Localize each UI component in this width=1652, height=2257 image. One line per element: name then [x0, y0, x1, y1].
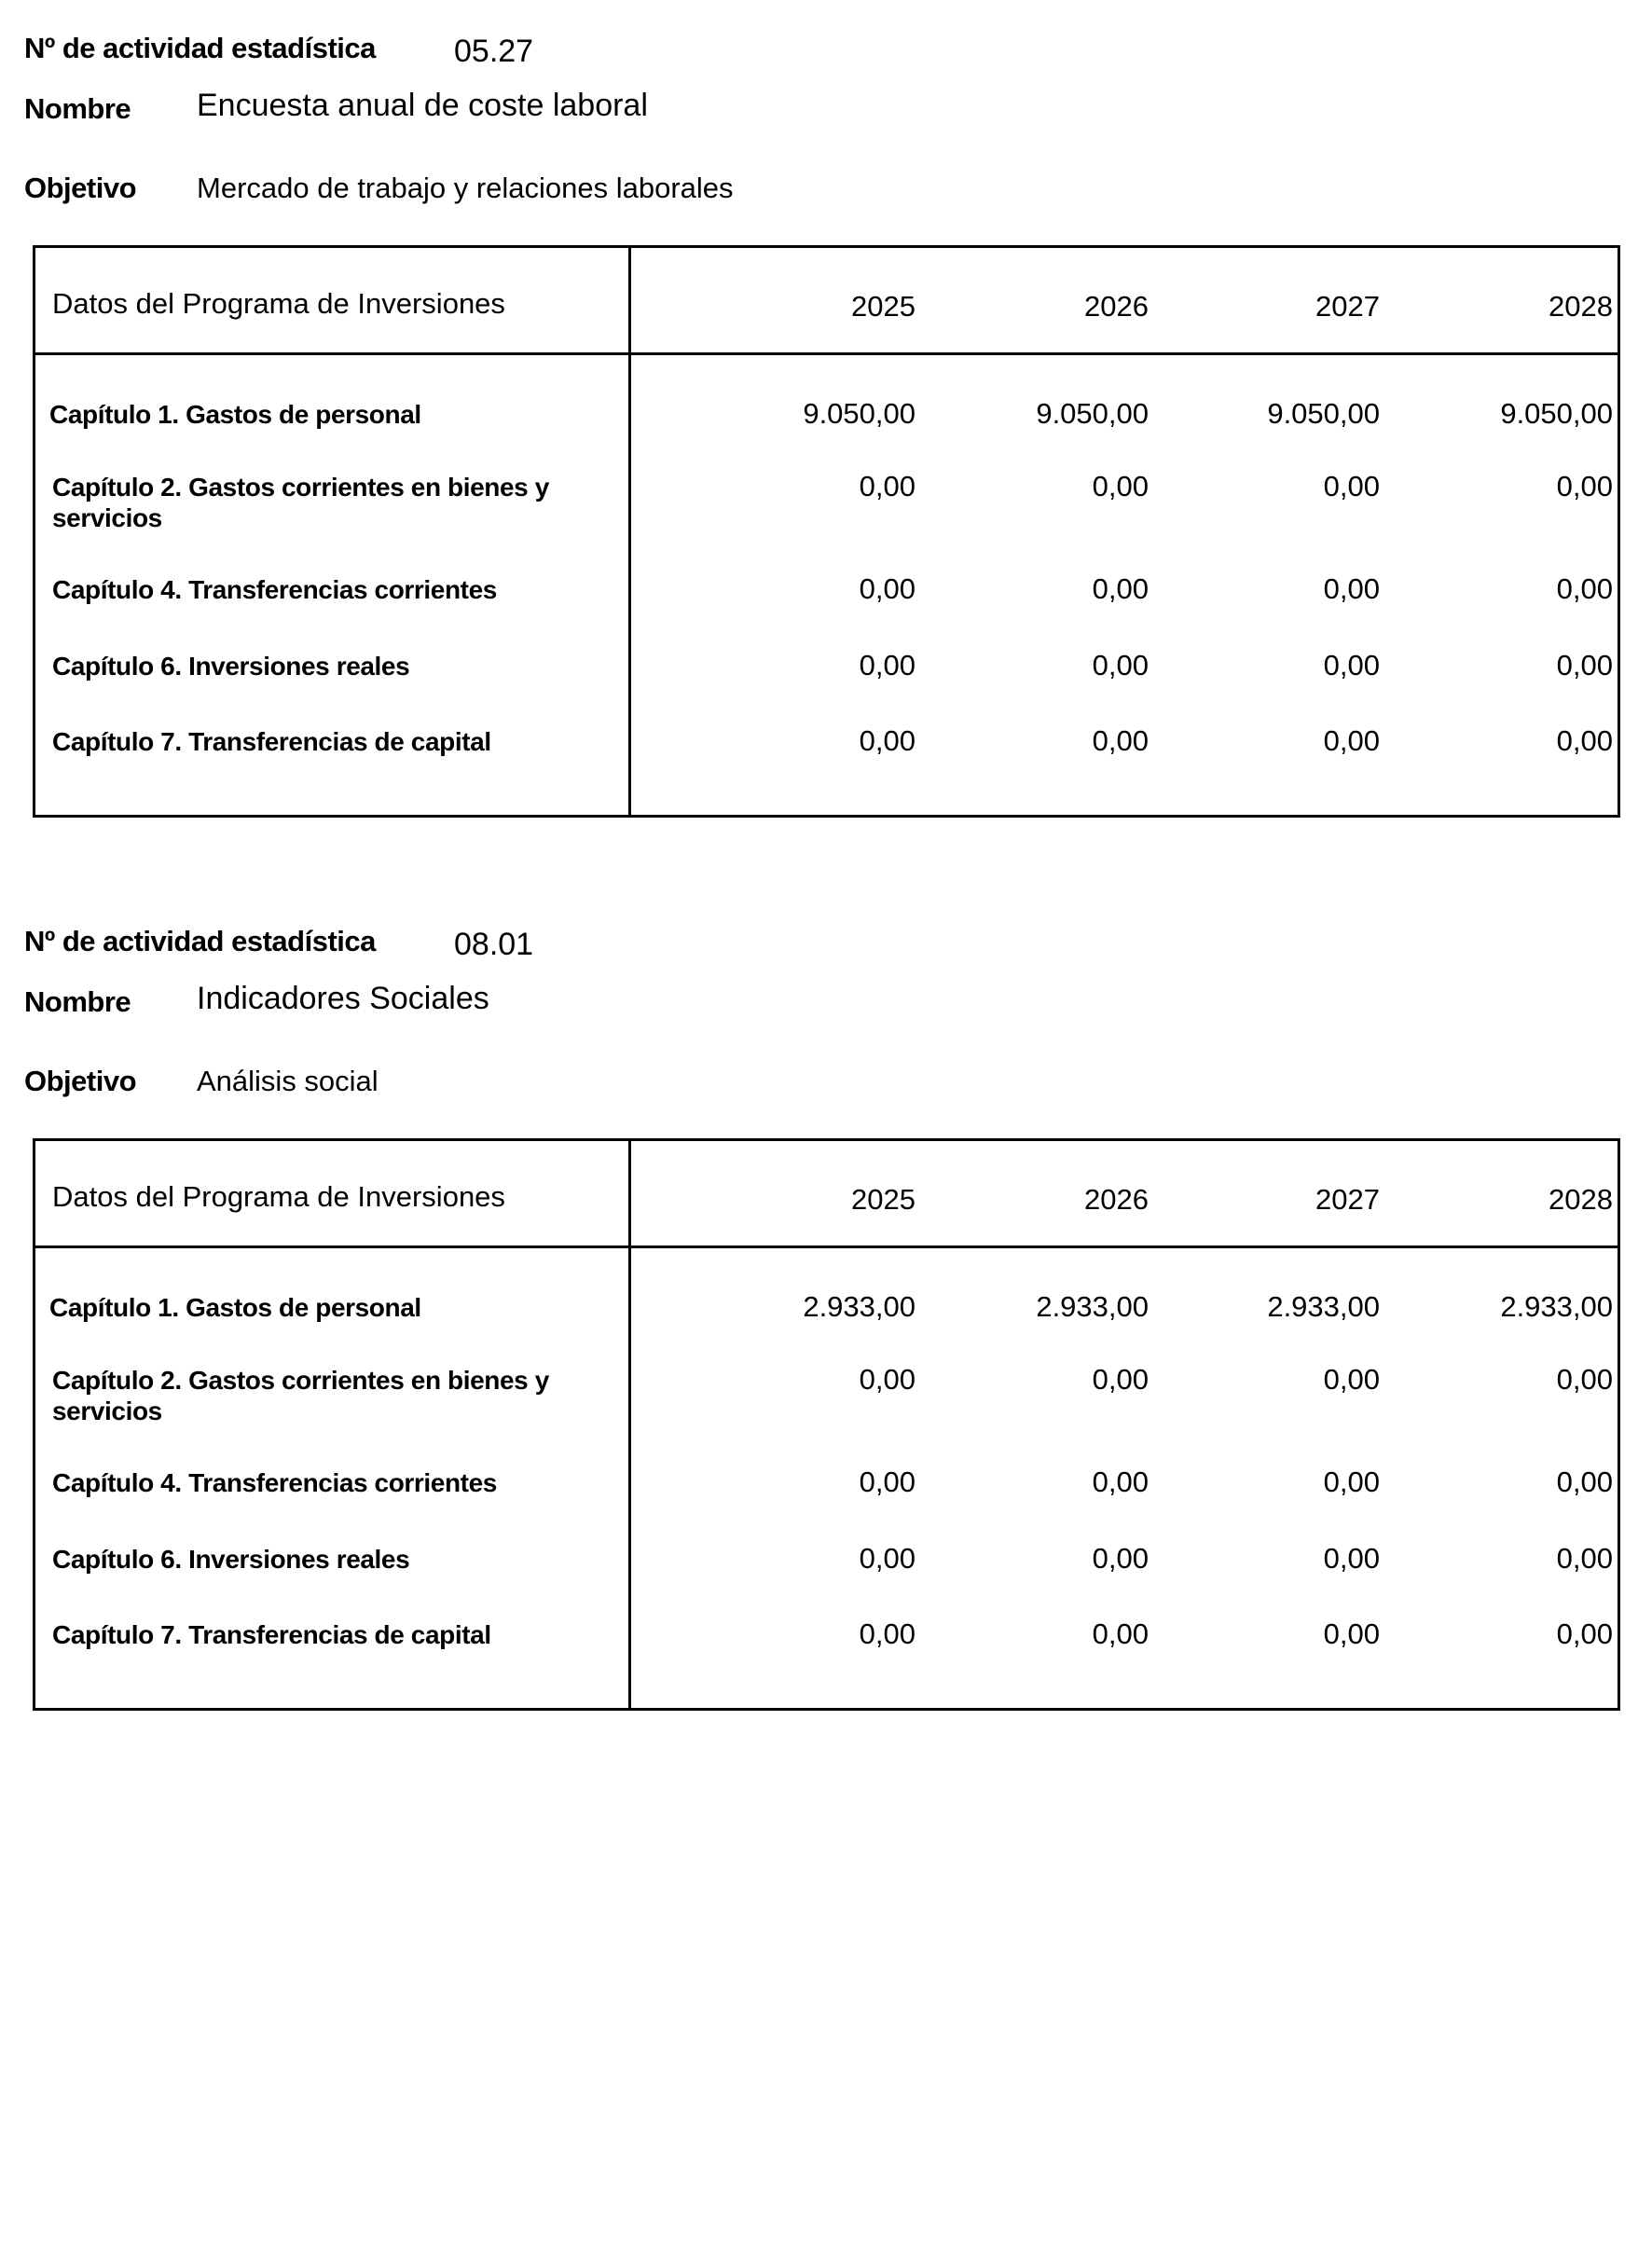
table-cell: 0,00 — [1556, 649, 1613, 681]
table-divider-vertical — [628, 1141, 631, 1708]
activity-objective-label: Objetivo — [24, 172, 137, 204]
row-label: Capítulo 6. Inversiones reales — [52, 652, 410, 681]
table-cell: 0,00 — [1556, 470, 1613, 502]
table-cell: 0,00 — [1323, 470, 1380, 502]
table-cell: 0,00 — [1556, 1542, 1613, 1575]
table-cell: 0,00 — [859, 470, 915, 502]
table-divider-horizontal — [35, 352, 1618, 355]
table-cell: 0,00 — [1092, 1363, 1149, 1396]
table-cell: 0,00 — [1092, 1466, 1149, 1498]
year-header: 2025 — [851, 290, 915, 323]
table-cell: 0,00 — [1323, 1542, 1380, 1575]
table-cell: 0,00 — [1556, 1617, 1613, 1650]
activity-objective-value: Análisis social — [197, 1065, 379, 1097]
table-cell: 0,00 — [1556, 1466, 1613, 1498]
table-cell: 0,00 — [1323, 649, 1380, 681]
table-cell: 0,00 — [1323, 1363, 1380, 1396]
table-cell: 0,00 — [859, 572, 915, 605]
table-cell: 9.050,00 — [1036, 397, 1149, 430]
table-cell: 0,00 — [1092, 572, 1149, 605]
table-divider-vertical — [628, 248, 631, 815]
table-header-label: Datos del Programa de Inversiones — [52, 1180, 505, 1213]
table-header-label: Datos del Programa de Inversiones — [52, 287, 505, 320]
table-cell: 2.933,00 — [1036, 1290, 1149, 1323]
table-cell: 0,00 — [1556, 572, 1613, 605]
year-header: 2028 — [1549, 290, 1613, 323]
row-label: Capítulo 7. Transferencias de capital — [52, 1620, 491, 1649]
year-header: 2027 — [1315, 1183, 1380, 1216]
table-cell: 9.050,00 — [1267, 397, 1380, 430]
table-cell: 0,00 — [1323, 724, 1380, 757]
activity-objective-value: Mercado de trabajo y relaciones laborales — [197, 172, 734, 204]
table-cell: 0,00 — [859, 1542, 915, 1575]
row-label: Capítulo 4. Transferencias corrientes — [52, 1468, 497, 1497]
year-header: 2026 — [1084, 290, 1149, 323]
table-cell: 9.050,00 — [1500, 397, 1613, 430]
table-cell: 2.933,00 — [1500, 1290, 1613, 1323]
table-cell: 0,00 — [859, 1466, 915, 1498]
table-cell: 0,00 — [1323, 1617, 1380, 1650]
activity-name-label: Nombre — [24, 92, 131, 125]
table-cell: 2.933,00 — [803, 1290, 915, 1323]
table-cell: 0,00 — [1556, 1363, 1613, 1396]
activity-number-value: 05.27 — [454, 34, 534, 69]
table-cell: 0,00 — [1092, 1542, 1149, 1575]
table-cell: 0,00 — [1092, 724, 1149, 757]
activity-name-label: Nombre — [24, 985, 131, 1018]
table-cell: 0,00 — [1092, 470, 1149, 502]
activity-number-label: Nº de actividad estadística — [24, 32, 376, 64]
row-label: Capítulo 4. Transferencias corrientes — [52, 575, 497, 604]
year-header: 2025 — [851, 1183, 915, 1216]
activity-number-value: 08.01 — [454, 927, 534, 962]
table-cell: 0,00 — [1092, 1617, 1149, 1650]
table-divider-horizontal — [35, 1245, 1618, 1248]
year-header: 2026 — [1084, 1183, 1149, 1216]
row-label: Capítulo 6. Inversiones reales — [52, 1545, 410, 1574]
investment-table — [33, 245, 1620, 818]
activity-name-value: Encuesta anual de coste laboral — [197, 88, 648, 123]
row-label: Capítulo 2. Gastos corrientes en bienes y servicios — [52, 473, 549, 532]
activity-name-value: Indicadores Sociales — [197, 981, 489, 1016]
row-label: Capítulo 1. Gastos de personal — [49, 400, 421, 429]
investment-table — [33, 1138, 1620, 1711]
table-cell: 0,00 — [1323, 572, 1380, 605]
table-cell: 0,00 — [1092, 649, 1149, 681]
table-cell: 0,00 — [1556, 724, 1613, 757]
activity-number-label: Nº de actividad estadística — [24, 925, 376, 957]
row-label: Capítulo 1. Gastos de personal — [49, 1293, 421, 1322]
activity-block-2 — [0, 893, 1652, 1713]
activity-objective-label: Objetivo — [24, 1065, 137, 1097]
year-header: 2027 — [1315, 290, 1380, 323]
row-label: Capítulo 7. Transferencias de capital — [52, 727, 491, 756]
table-cell: 9.050,00 — [803, 397, 915, 430]
year-header: 2028 — [1549, 1183, 1613, 1216]
table-cell: 0,00 — [859, 649, 915, 681]
table-cell: 0,00 — [859, 1363, 915, 1396]
table-cell: 2.933,00 — [1267, 1290, 1380, 1323]
row-label: Capítulo 2. Gastos corrientes en bienes y servicios — [52, 1366, 549, 1425]
table-cell: 0,00 — [859, 724, 915, 757]
table-cell: 0,00 — [859, 1617, 915, 1650]
table-cell: 0,00 — [1323, 1466, 1380, 1498]
activity-block-1 — [0, 0, 1652, 820]
